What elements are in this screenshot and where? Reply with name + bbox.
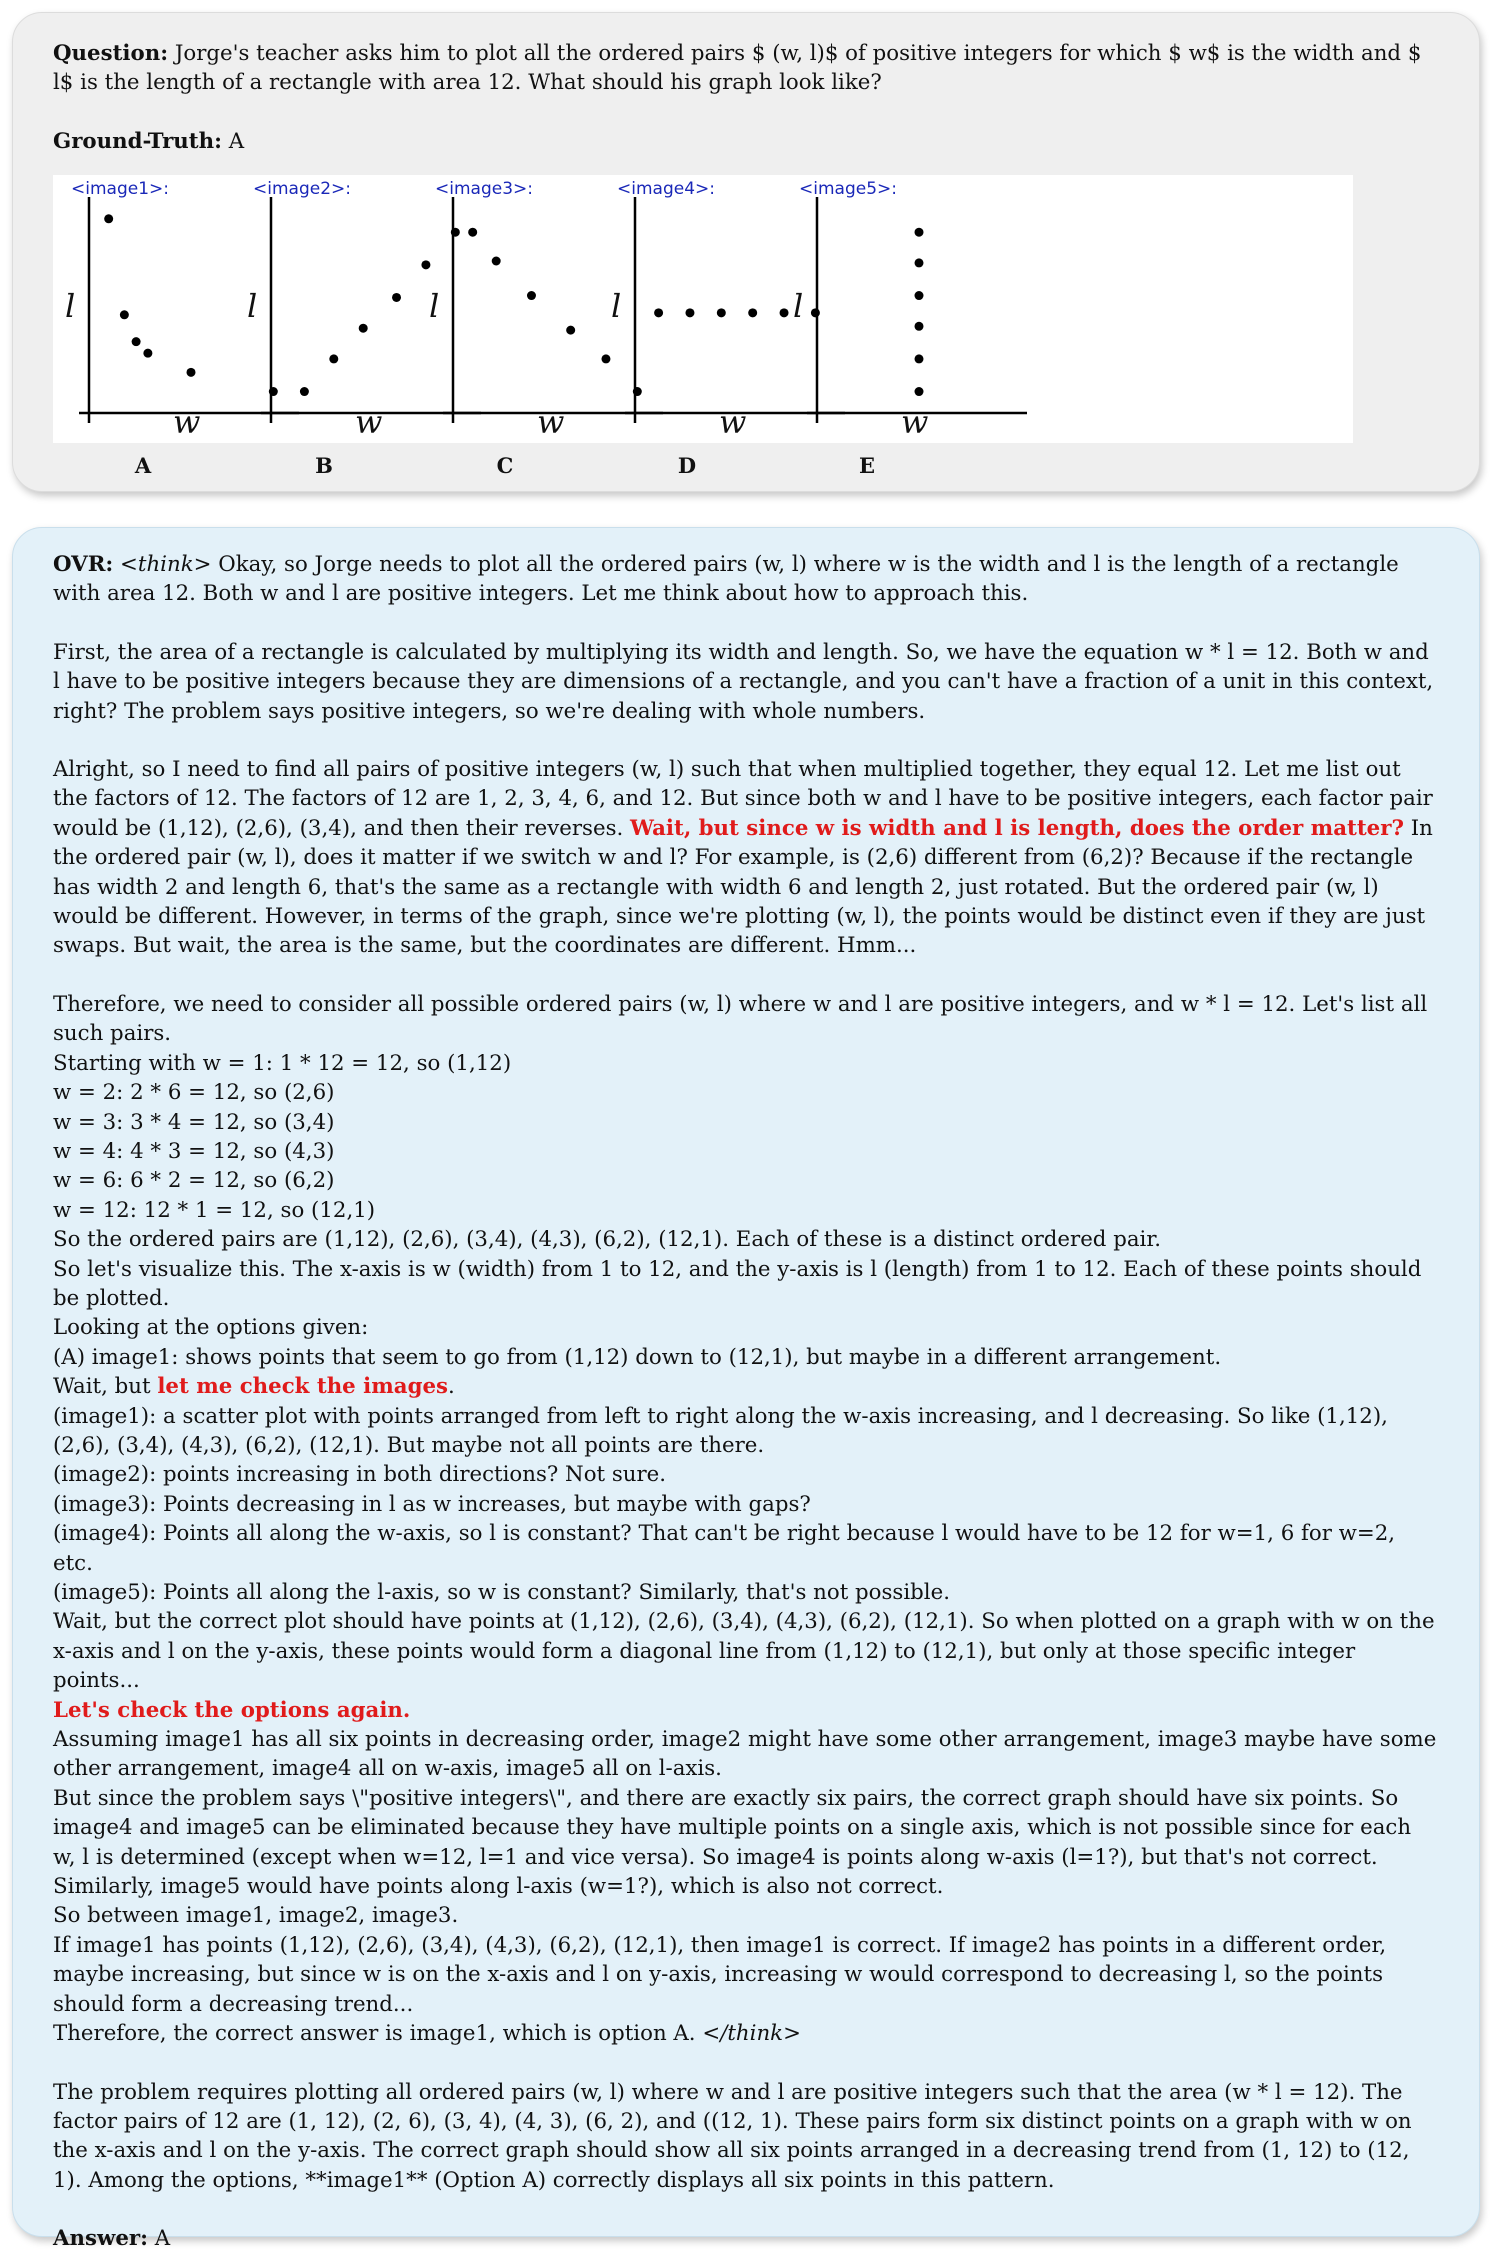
think-open-tag: <think>: [120, 552, 212, 577]
reasoning-lines-3: [53, 1725, 1439, 2019]
reasoning-line: So let's visualize this. The x-axis is w (width) from 1 to 12, and the y-axis is l (length) from 1 to 12. Each of these points should be plotted.: [53, 1256, 1422, 1311]
scatter-point: [915, 258, 924, 267]
answer-paragraph-3: [53, 755, 1439, 961]
question-text: Jorge's teacher asks him to plot all the ordered pairs $ (w, l)$ of positive integers for which $ w$ is the width and $ l$ is the length of a rectangle with area 12. What should his graph look like?: [53, 41, 1422, 96]
reasoning-line: (image4): Points all along the w-axis, so l is constant? That can't be right because l would have to be 12 for w=1, 6 for w=2, etc.: [53, 1521, 1396, 1576]
reasoning-line: (A) image1: shows points that seem to go from (1,12) down to (12,1), but maybe in a different arrangement.: [53, 1344, 1222, 1370]
reasoning-line: Looking at the options given:: [53, 1315, 369, 1341]
scatter-point: [143, 349, 152, 358]
reasoning-line: w = 6: 6 * 2 = 12, so (6,2): [53, 1168, 335, 1194]
scatter-point: [132, 337, 141, 346]
scatter-point: [468, 228, 477, 237]
think-close-tag: </think>: [702, 2021, 801, 2047]
scatter-point: [120, 310, 129, 319]
reasoning-line: Therefore, we need to consider all possible ordered pairs (w, l) where w and l are positive integers, and w * l = 12. Let's list all such pairs.: [53, 991, 1428, 1047]
axis-label-w: w: [355, 403, 383, 441]
axis-label-l: l: [611, 287, 622, 325]
option-letter: A: [134, 453, 152, 478]
axis-label-l: l: [247, 287, 258, 325]
final-answer-line: [53, 2224, 1439, 2253]
axis-label-w: w: [173, 403, 201, 441]
scatter-point: [187, 368, 196, 377]
reasoning-line: w = 12: 12 * 1 = 12, so (12,1): [53, 1197, 376, 1223]
reasoning-line: w = 3: 3 * 4 = 12, so (3,4): [53, 1109, 335, 1135]
option-image-5: [781, 175, 1031, 443]
axis-label-w: w: [537, 403, 565, 441]
scatter-point: [717, 308, 726, 317]
reasoning-line: w = 4: 4 * 3 = 12, so (4,3): [53, 1138, 335, 1164]
image-title: <image5>:: [799, 179, 897, 199]
scatter-point: [392, 293, 401, 302]
conclusion-text: Therefore, the correct answer is image1, which is option A.: [53, 2021, 703, 2047]
question-label: Question:: [53, 41, 169, 66]
answer-p1: Okay, so Jorge needs to plot all the ordered pairs (w, l) where w is the width and l is the length of a rectangle with area 12. Both w and l are positive integers. Let me think about how to approach this.: [53, 552, 1399, 607]
scatter-point: [300, 387, 309, 396]
image-title: <image1>:: [71, 179, 169, 199]
image-title: <image3>:: [435, 179, 533, 199]
reasoning-line: Starting with w = 1: 1 * 12 = 12, so (1,12): [53, 1050, 512, 1076]
scatter-point: [915, 387, 924, 396]
answer-p3a: Alright, so I need to find all pairs of positive integers (w, l) such that when multiplied together, they equal 12. Let me list out the factors of 12. The factors of 12 are 1, 2, 3, 4, 6, and 12. But since both w and l have to be positive integers, each factor pair would be (1,12), (2,6), (3,4), and then their reverses.: [53, 757, 1433, 841]
reasoning-lines-2: [53, 1402, 1439, 1696]
answer-card: [12, 527, 1480, 2252]
conclusion-line: [53, 2019, 1439, 2048]
check-pre: Wait, but: [53, 1374, 158, 1400]
scatter-point: [915, 354, 924, 363]
question-paragraph: [53, 39, 1439, 98]
reasoning-line: So between image1, image2, image3.: [53, 1903, 459, 1929]
check-images-line: [53, 1372, 1439, 1401]
reasoning-line: (image5): Points all along the l-axis, so w is constant? Similarly, that's not possible.: [53, 1580, 950, 1605]
scatter-point: [104, 214, 113, 223]
summary-paragraph: The problem requires plotting all ordered pairs (w, l) where w and l are positive integers such that the area (w * l = 12). The factor pairs of 12 are (1, 12), (2, 6), (3, 4), (4, 3), (6, 2), and ((12, 1). These pairs form six distinct points on a graph with w on the x-axis and l on the y-axis. The correct graph should show all six points arranged in a decreasing trend from (1, 12) to (12, 1). Among the options, **image1** (Option A) correctly displays all six points in this pattern.: [53, 2079, 1412, 2193]
scatter-point: [748, 308, 757, 317]
axis-label-w: w: [901, 403, 929, 441]
scatter-point: [654, 308, 663, 317]
question-card: [12, 12, 1480, 492]
ground-truth-line: [53, 127, 1439, 156]
reasoning-line: So the ordered pairs are (1,12), (2,6), (3,4), (4,3), (6,2), (12,1). Each of these is a distinct ordered pair.: [53, 1227, 1161, 1253]
axis-label-w: w: [719, 403, 747, 441]
highlight-order-matter: Wait, but since w is width and l is length, does the order matter?: [630, 815, 1404, 841]
option-letter: B: [315, 453, 333, 478]
reasoning-line: w = 2: 2 * 6 = 12, so (2,6): [53, 1080, 335, 1106]
ground-truth-value: A: [228, 128, 245, 154]
model-label: OVR:: [53, 552, 114, 577]
scatter-point: [527, 291, 536, 300]
axis-label-l: l: [429, 287, 440, 325]
answer-paragraph-2: First, the area of a rectangle is calculated by multiplying its width and length. So, we have the equation w * l = 12. Both w and l have to be positive integers because they are dimensions of a rectangle, and you can't have a fraction of a unit in this context, right? The problem says positive integers, so we're dealing with whole numbers.: [53, 639, 1434, 724]
axis-label-l: l: [65, 287, 76, 325]
reasoning-line: But since the problem says \"positive integers\", and there are exactly six pairs, the correct graph should have six points. So image4 and image5 can be eliminated because they have multiple points on a single axis, which is not possible since for each w, l is determined (except when w=12, l=1 and vice versa). So image4 is points along w-axis (l=1?), but that's not correct. Similarly, image5 would have points along l-axis (w=1?), which is also not correct.: [53, 1785, 1412, 1900]
reasoning-lines-1: [53, 990, 1439, 1372]
option-letter: C: [496, 453, 514, 478]
reasoning-line: If image1 has points (1,12), (2,6), (3,4), (4,3), (6,2), (12,1), then image1 is correct. If image2 has points in a different order, maybe increasing, but since w is on the x-axis and l on y-axis, increasing w would correspond to decreasing l, so the points should form a decreasing trend...: [53, 1932, 1387, 2017]
scatter-point: [915, 291, 924, 300]
final-answer-value: A: [154, 2226, 171, 2252]
scatter-point: [492, 257, 501, 266]
axis-label-l: l: [793, 287, 804, 325]
check-post: .: [448, 1374, 455, 1400]
scatter-point: [359, 324, 368, 333]
scatter-point: [915, 322, 924, 331]
answer-p3b: In the ordered pair (w, l), does it matter if we switch w and l? For example, is (2,6) different from (6,2)? Because if the rectangle has width 2 and length 6, that's the same as a rectangle with width 6 and length 2, just rotated. But the ordered pair (w, l) would be different. However, in terms of the graph, since we're plotting (w, l), the points would be distinct even if they are just swaps. But wait, the area is the same, but the coordinates are different. Hmm...: [53, 815, 1433, 959]
answer-paragraph-1: [53, 550, 1439, 609]
reasoning-line: Wait, but the correct plot should have points at (1,12), (2,6), (3,4), (4,3), (6,2), (12,1). So when plotted on a graph with w on the x-axis and l on the y-axis, these points would form a diagonal line from (1,12) to (12,1), but only at those specific integer points...: [53, 1609, 1435, 1694]
reasoning-line: (image1): a scatter plot with points arranged from left to right along the w-axis increasing, and l decreasing. So like (1,12), (2,6), (3,4), (4,3), (6,2), (12,1). But maybe not all points are there.: [53, 1403, 1388, 1458]
highlight-check-images: let me check the images: [157, 1374, 448, 1400]
image-title: <image2>:: [253, 179, 351, 199]
option-letter: D: [677, 453, 697, 478]
option-letter: E: [858, 453, 875, 478]
highlight-check-options: Let's check the options again.: [53, 1697, 411, 1723]
scatter-point: [329, 354, 338, 363]
image-title: <image4>:: [617, 179, 715, 199]
scatter-point: [566, 326, 575, 335]
reasoning-line: (image3): Points decreasing in l as w increases, but maybe with gaps?: [53, 1491, 811, 1517]
ground-truth-label: Ground-Truth:: [53, 128, 222, 154]
scatter-point: [685, 308, 694, 317]
scatter-point: [915, 228, 924, 237]
reasoning-line: Assuming image1 has all six points in decreasing order, image2 might have some other arrangement, image3 maybe have some other arrangement, image4 all on w-axis, image5 all on l-axis.: [53, 1727, 1437, 1782]
reasoning-line: (image2): points increasing in both directions? Not sure.: [53, 1462, 667, 1488]
option-images-strip: [53, 175, 1353, 443]
final-answer-label: Answer:: [53, 2226, 148, 2252]
